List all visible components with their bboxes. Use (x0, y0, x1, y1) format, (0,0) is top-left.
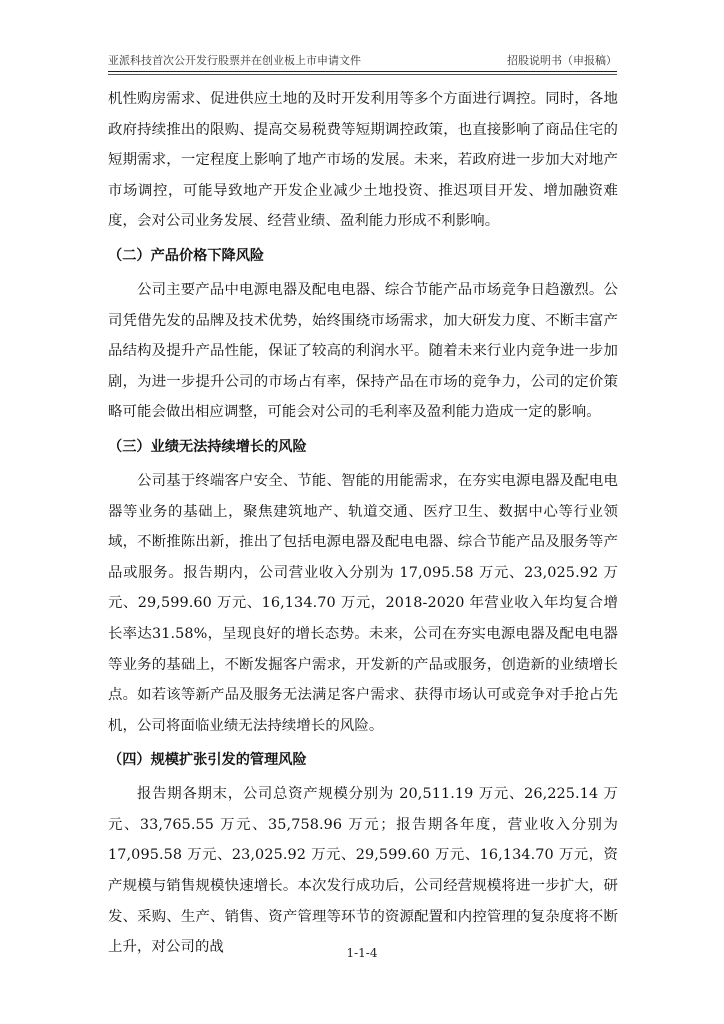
page-body (108, 84, 618, 963)
header-document-title: 亚派科技首次公开发行股票并在创业板上市申请文件 (108, 54, 361, 67)
paragraph-growth-risk: 公司基于终端客户安全、节能、智能的用能需求，在夯实电源电器及配电电器等业务的基础上，聚焦建筑地产、轨道交通、医疗卫生、数据中心等行业领域，不断推陈出新，推出了包括电源电器及配电电器、综合节能产品及服务等产品或服务。报告期内，公司营业收入分别为 17,095.58 万元、23,025.92 万元、29,599.60 万元、16,134.70 万元，2018-2020 年营业收入年均复合增长率达31.58%，呈现良好的增长态势。未来，公司在夯实电源电器及配电电器等业务的基础上，不断发掘客户需求，开发新的产品或服务，创造新的业绩增长点。如若该等新产品及服务无法满足客户需求、获得市场认可或竞争对手抢占先机，公司将面临业绩无法持续增长的风险。 (108, 472, 618, 734)
section-heading-management-risk: （四）规模扩张引发的管理风险 (108, 752, 307, 769)
header-document-type: 招股说明书（申报稿） (507, 54, 617, 67)
page-number: 1-1-4 (346, 946, 378, 960)
paragraph-management-risk: 报告期各期末，公司总资产规模分别为 20,511.19 万元、26,225.14 万元、33,765.55 万元、35,758.96 万元；报告期各年度，营业收入分别为 17,095.58 万元、23,025.92 万元、29,599.60 万元、16,134.70 万元，资产规模与销售规模快速增长。本次发行成功后，公司经营规模将进一步扩大，研发、采购、生产、销售、资产管理等环节的资源配置和内控管理的复杂度将不断上升，对公司的战 (108, 786, 618, 956)
section-heading-growth-risk: （三）业绩无法持续增长的风险 (108, 438, 307, 455)
page-header (108, 44, 617, 72)
paragraph-price-decline: 公司主要产品中电源电器及配电电器、综合节能产品市场竞争日趋激烈。公司凭借先发的品牌及技术优势，始终围绕市场需求，加大研发力度、不断丰富产品结构及提升产品性能，保证了较高的利润水平。随着未来行业内竞争进一步加剧，为进一步提升公司的市场占有率，保持产品在市场的竞争力，公司的定价策略可能会做出相应调整，可能会对公司的毛利率及盈利能力造成一定的影响。 (108, 281, 618, 421)
paragraph-market-regulation: 机性购房需求、促进供应土地的及时开发利用等多个方面进行调控。同时，各地政府持续推出的限购、提高交易税费等短期调控政策，也直接影响了商品住宅的短期需求，一定程度上影响了地产市场的发展。未来，若政府进一步加大对地产市场调控，可能导致地产开发企业减少土地投资、推迟项目开发、增加融资难度，会对公司业务发展、经营业绩、盈利能力形成不利影响。 (108, 91, 618, 230)
section-heading-price-decline: （二）产品价格下降风险 (108, 247, 265, 264)
